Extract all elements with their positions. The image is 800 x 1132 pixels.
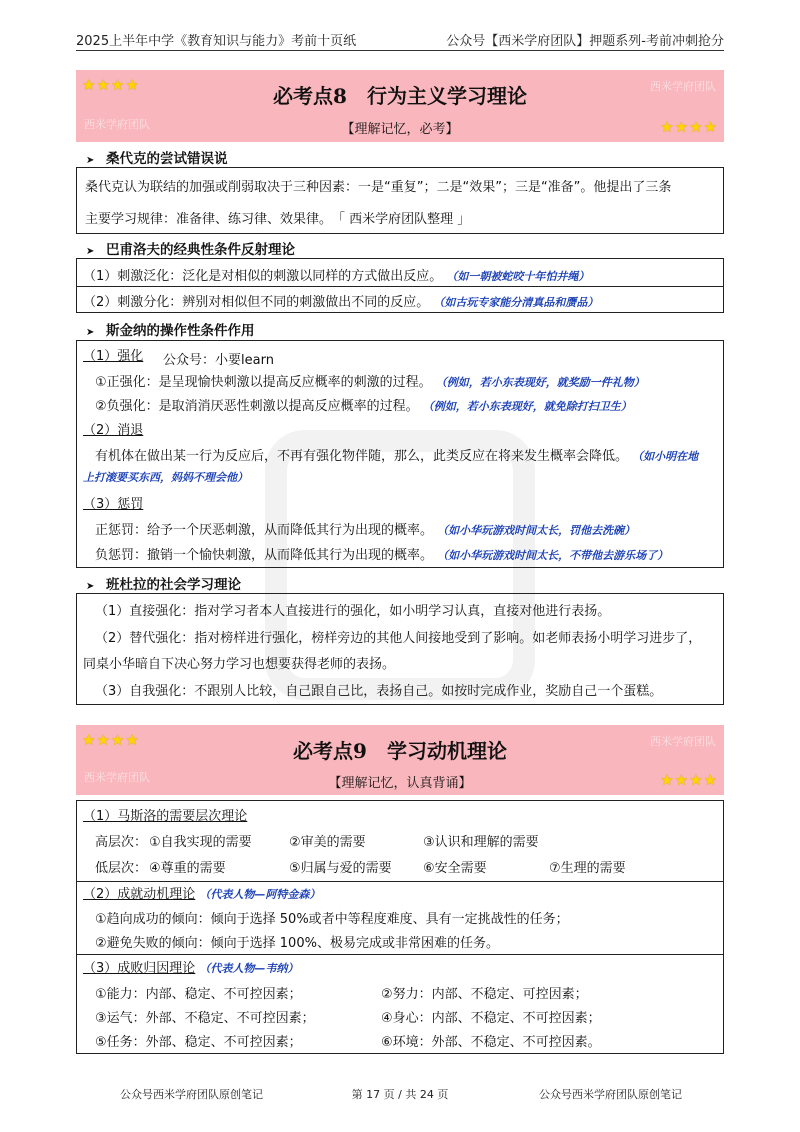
star-icon: ★★★★: [660, 771, 718, 789]
arrow-icon: ➤: [86, 246, 95, 257]
s3-line3: 有机体在做出某一行为反应后，不再有强化物伴随，那么，此类反应在将来发生概率会降低。: [95, 449, 629, 464]
arrow-icon: ➤: [86, 327, 95, 338]
banner-watermark: 西米学府团队: [84, 118, 150, 131]
s4-line1: （1）直接强化：指对学习者本人直接进行的强化，如小明学习认真，直接对他进行表扬。: [95, 604, 611, 619]
attribution-item: ①能力：内部、稳定、不可控因素；: [95, 987, 302, 1002]
point9-box: [76, 800, 724, 1054]
attribution-note: （代表人物—韦纳）: [199, 962, 299, 975]
s4-line3: 同桌小华暗自下决心努力学习也想要获得老师的表扬。: [83, 657, 396, 672]
point8-title: 必考点8 行为主义学习理论: [273, 84, 527, 108]
attribution-heading: （3）成败归因理论: [83, 961, 196, 976]
point8-subtitle: 【理解记忆，必考】: [341, 122, 459, 137]
attribution-item: ⑥环境：外部、不稳定、不可控因素。: [381, 1035, 601, 1050]
need-item: ⑥安全需要: [423, 861, 487, 876]
banner-watermark: 西米学府团队: [650, 80, 716, 93]
s3-note1: （例如，若小东表现好，就奖励一件礼物）: [435, 376, 645, 389]
low-level-label: 低层次：: [95, 861, 148, 876]
s4-line4: （3）自我强化：不跟别人比较，自己跟自己比，表扬自己。如按时完成作业，奖励自己一个蛋糕。: [95, 684, 663, 699]
s2-note1: （如一朝被蛇咬十年怕井绳）: [446, 270, 590, 283]
attribution-item: ③运气：外部、不稳定、不可控因素；: [95, 1011, 315, 1026]
need-item: ①自我实现的需要: [149, 835, 252, 850]
s3-note5: （如小华玩游戏时间太长，不带他去游乐场了）: [437, 549, 669, 562]
need-item: ④尊重的需要: [149, 861, 226, 876]
point9-title: 必考点9 学习动机理论: [293, 739, 507, 763]
s3-line1: ①正强化：是呈现愉快刺激以提高反应概率的刺激的过程。: [95, 375, 432, 390]
s2-line2: （2）刺激分化：辨别对相似但不同的刺激做出不同的反应。: [83, 295, 430, 310]
s3-line2: ②负强化：是取消消厌恶性刺激以提高反应概率的过程。: [95, 399, 419, 414]
s2-box: [76, 258, 724, 313]
s3-note3-cont: 上打滚要买东西，妈妈不理会他）: [83, 471, 248, 484]
star-icon: ★★★★: [660, 118, 718, 136]
footer-right: 公众号西米学府团队原创笔记: [539, 1088, 682, 1101]
maslow-heading: （1）马斯洛的需要层次理论: [83, 809, 248, 824]
star-icon: ★★★★: [82, 76, 140, 94]
header-right: 公众号【西米学府团队】押题系列-考前冲刺抢分: [446, 34, 724, 49]
s3-note2: （例如，若小东表现好，就免除打扫卫生）: [422, 400, 632, 413]
s3-line5: 负惩罚：撤销一个愉快刺激，从而降低其行为出现的概率。: [95, 548, 434, 563]
point8-banner: [76, 70, 724, 142]
s3-note4: （如小华玩游戏时间太长，罚他去洗碗）: [437, 524, 636, 537]
arrow-icon: ➤: [86, 155, 95, 166]
attribution-item: ②努力：内部、不稳定、可控因素；: [381, 987, 588, 1002]
point9-subtitle: 【理解记忆，认真背诵】: [328, 776, 472, 791]
banner-watermark: 西米学府团队: [84, 771, 150, 784]
s2-line1: （1）刺激泛化：泛化是对相似的刺激以同样的方式做出反应。: [83, 269, 443, 284]
need-item: ⑦生理的需要: [549, 861, 626, 876]
s4-line2: （2）替代强化：指对榜样进行强化，榜样旁边的其他人间接地受到了影响。如老师表扬小明学习进步了，: [95, 631, 702, 646]
section-heading: ➤ 班杜拉的社会学习理论: [86, 577, 241, 593]
achievement-heading: （2）成就动机理论: [83, 887, 196, 902]
attribution-item: ④身心：内部、不稳定、不可控因素；: [381, 1011, 601, 1026]
s2-note2: （如古玩专家能分清真品和赝品）: [433, 296, 599, 309]
section-heading: ➤ 斯金纳的操作性条件作用: [86, 323, 255, 339]
section-heading: ➤ 巴甫洛夫的经典性条件反射理论: [86, 242, 295, 258]
section-heading: ➤ 桑代克的尝试错误说: [86, 151, 228, 167]
s1-box: [76, 167, 724, 234]
need-item: ⑤归属与爱的需要: [289, 861, 392, 876]
point9-banner: [76, 725, 724, 795]
s3-sub-reinforce: （1）强化: [83, 349, 144, 364]
high-level-label: 高层次：: [95, 835, 148, 850]
s3-line4: 正惩罚：给予一个厌恶刺激，从而降低其行为出现的概率。: [95, 523, 434, 538]
need-item: ③认识和理解的需要: [423, 835, 539, 850]
star-icon: ★★★★: [82, 731, 140, 749]
s1-line2: 主要学习规律：准备律、练习律、效果律。 「 西米学府团队整理 」: [85, 212, 471, 227]
banner-watermark: 西米学府团队: [650, 735, 716, 748]
achievement-line1: ①趋向成功的倾向：倾向于选择 50%或者中等程度难度、具有一定挑战性的任务；: [95, 912, 569, 927]
s1-line1: 桑代克认为联结的加强或削弱取决于三种因素：一是“重复”；二是“效果”；三是“准备”。他提出了三条: [85, 180, 672, 195]
header-left: 2025上半年中学《教育知识与能力》考前十页纸: [76, 34, 357, 49]
s3-account: 公众号：小要learn: [163, 353, 274, 368]
s4-box: [76, 593, 724, 705]
s3-sub-extinction: （2）消退: [83, 423, 144, 438]
s3-box: [76, 340, 724, 568]
s3-sub-punish: （3）惩罚: [83, 497, 144, 512]
achievement-note: （代表人物—阿特金森）: [199, 888, 321, 901]
attribution-item: ⑤任务：外部、稳定、不可控因素；: [95, 1035, 302, 1050]
arrow-icon: ➤: [86, 581, 95, 592]
page-number: 第 17 页 / 共 24 页: [351, 1088, 449, 1101]
s3-note3: （如小明在地: [632, 450, 699, 463]
need-item: ②审美的需要: [289, 835, 366, 850]
header-divider: [76, 50, 724, 51]
footer-left: 公众号西米学府团队原创笔记: [120, 1088, 263, 1101]
achievement-line2: ②避免失败的倾向：倾向于选择 100%、极易完成或非常困难的任务。: [95, 936, 499, 951]
